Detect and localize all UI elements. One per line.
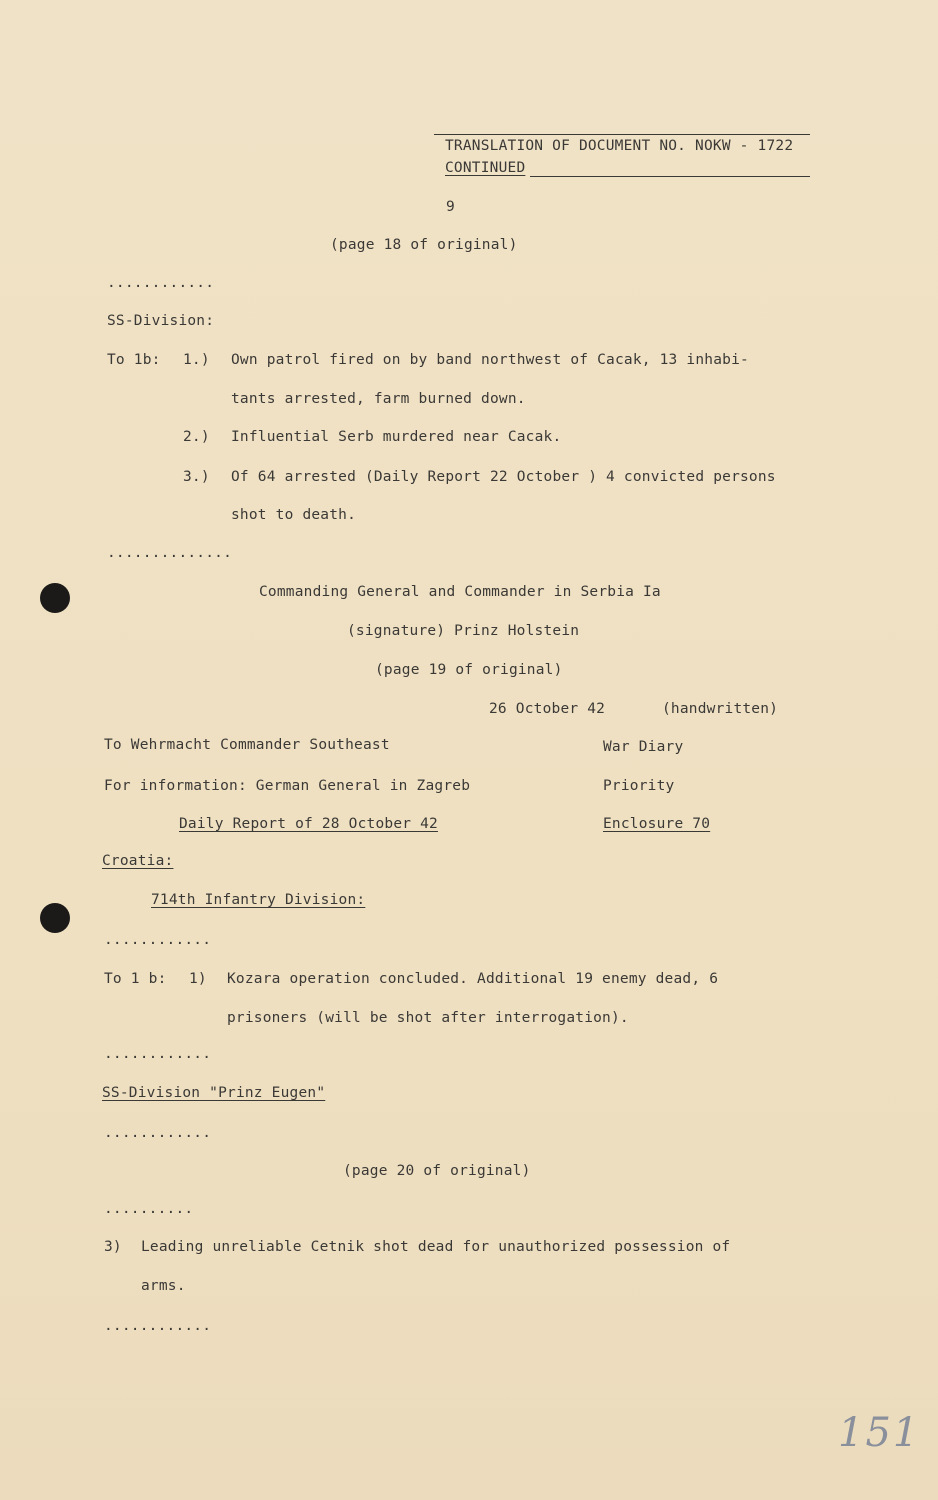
item-text: Influential Serb murdered near Cacak. — [231, 429, 562, 445]
page-reference: (page 18 of original) — [330, 237, 518, 253]
ellipsis-separator: ............ — [107, 275, 215, 291]
report-date: 26 October 42 — [489, 701, 606, 717]
war-diary-label: War Diary — [603, 739, 684, 755]
recipient-line: To Wehrmacht Commander Southeast — [104, 737, 390, 753]
commander-line: Commanding General and Commander in Serbia Ia — [259, 584, 661, 600]
region-heading: Croatia: — [102, 853, 174, 869]
enclosure-label: Enclosure 70 — [603, 816, 711, 832]
item-text: shot to death. — [231, 507, 357, 523]
header-rule-top — [434, 134, 810, 135]
item-number: 1) — [189, 971, 207, 987]
ellipsis-separator: .............. — [107, 545, 233, 561]
page-number: 9 — [446, 199, 455, 215]
info-line: For information: German General in Zagreb — [104, 778, 471, 794]
header-rule-bottom — [530, 176, 810, 177]
division-heading: 714th Infantry Division: — [151, 892, 366, 908]
item-text: arms. — [141, 1278, 186, 1294]
punch-hole — [40, 903, 70, 933]
page-reference: (page 20 of original) — [343, 1163, 531, 1179]
date-note: (handwritten) — [662, 701, 779, 717]
continued-label: CONTINUED — [445, 160, 526, 176]
unit-heading: SS-Division: — [107, 313, 215, 329]
item-text: tants arrested, farm burned down. — [231, 391, 526, 407]
signature-line: (signature) Prinz Holstein — [347, 623, 580, 639]
item-text: Own patrol fired on by band northwest of Cacak, 13 inhabi- — [231, 352, 749, 368]
page-reference: (page 19 of original) — [375, 662, 563, 678]
ellipsis-separator: ............ — [104, 1046, 212, 1062]
to-label: To 1b: — [107, 352, 161, 368]
document-title: TRANSLATION OF DOCUMENT NO. NOKW - 1722 — [445, 138, 794, 154]
ellipsis-separator: ............ — [104, 1125, 212, 1141]
item-number: 1.) — [183, 352, 210, 368]
report-title: Daily Report of 28 October 42 — [179, 816, 438, 832]
item-number: 3.) — [183, 469, 210, 485]
item-text: Leading unreliable Cetnik shot dead for unauthorized possession of — [141, 1239, 731, 1255]
priority-label: Priority — [603, 778, 675, 794]
ellipsis-separator: .......... — [104, 1201, 194, 1217]
ellipsis-separator: ............ — [104, 932, 212, 948]
to-label: To 1 b: — [104, 971, 167, 987]
item-text: Kozara operation concluded. Additional 19 enemy dead, 6 — [227, 971, 719, 987]
ss-division-heading: SS-Division "Prinz Eugen" — [102, 1085, 326, 1101]
ellipsis-separator: ............ — [104, 1318, 212, 1334]
handwritten-page-number: 151 — [838, 1410, 921, 1456]
item-text: Of 64 arrested (Daily Report 22 October ) 4 convicted persons — [231, 469, 776, 485]
item-number: 3) — [104, 1239, 122, 1255]
item-text: prisoners (will be shot after interrogation). — [227, 1010, 629, 1026]
punch-hole — [40, 583, 70, 613]
item-number: 2.) — [183, 429, 210, 445]
